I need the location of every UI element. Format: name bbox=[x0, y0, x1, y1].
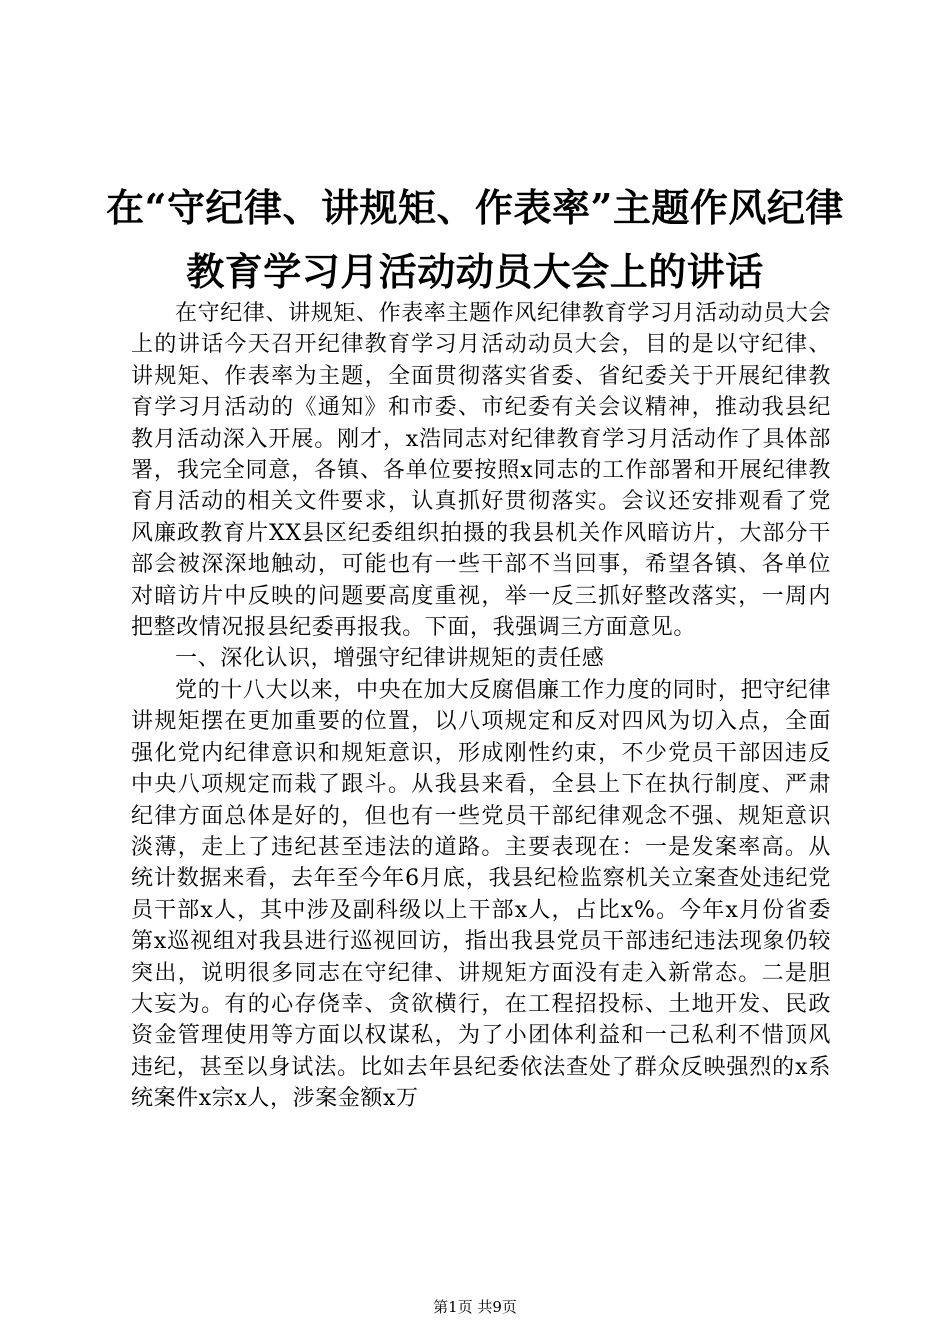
paragraph-intro: 在守纪律、讲规矩、作表率主题作风纪律教育学习月活动动员大会上的讲话今天召开纪律教育学习月活动动员大会，目的是以守纪律、讲规矩、作表率为主题，全面贯彻落实省委、省纪委关于开展纪律教育学习月活动的《通知》和市委、市纪委有关会议精神，推动我县纪教月活动深入开展。刚才，x浩同志对纪律教育学习月活动作了具体部署，我完全同意，各镇、各单位要按照x同志的工作部署和开展纪律教育月活动的相关文件要求，认真抓好贯彻落实。会议还安排观看了党风廉政教育片XX县区纪委组织拍摄的我县机关作风暗访片，大部分干部会被深深地触动，可能也有一些干部不当回事，希望各镇、各单位对暗访片中反映的问题要高度重视，举一反三抓好整改落实，一周内把整改情况报县纪委再报我。下面，我强调三方面意见。 bbox=[131, 301, 831, 641]
document-title-line-1: 在“守纪律、讲规矩、作表率”主题作风纪律 bbox=[106, 185, 844, 230]
document-body bbox=[131, 298, 831, 1115]
section-heading-1: 一、深化认识，增强守纪律讲规矩的责任感 bbox=[175, 646, 605, 672]
page-footer: 第1页 共9页 bbox=[433, 1298, 517, 1316]
paragraph-section-1: 党的十八大以来，中央在加大反腐倡廉工作力度的同时，把守纪律讲规矩摆在更加重要的位置，以八项规定和反对四风为切入点，全面强化党内纪律意识和规矩意识，形成刚性约束，不少党员干部因违反中央八项规定而栽了跟斗。从我县来看，全县上下在执行制度、严肃纪律方面总体是好的，但也有一些党员干部纪律观念不强、规矩意识淡薄，走上了违纪甚至违法的道路。主要表现在：一是发案率高。从统计数据来看，去年至今年6月底，我县纪检监察机关立案查处违纪党员干部x人，其中涉及副科级以上干部x人，占比x%。今年x月份省委第x巡视组对我县进行巡视回访，指出我县党员干部违纪违法现象仍较突出，说明很多同志在守纪律、讲规矩方面没有走入新常态。二是胆大妄为。有的心存侥幸、贪欲横行，在工程招投标、土地开发、民政资金管理使用等方面以权谋私，为了小团体利益和一己私利不惜顶风违纪，甚至以身试法。比如去年县纪委依法查处了群众反映强烈的x系统案件x宗x人，涉案金额x万 bbox=[131, 677, 831, 1112]
document-title-line-2: 教育学习月活动动员大会上的讲话 bbox=[186, 249, 764, 294]
